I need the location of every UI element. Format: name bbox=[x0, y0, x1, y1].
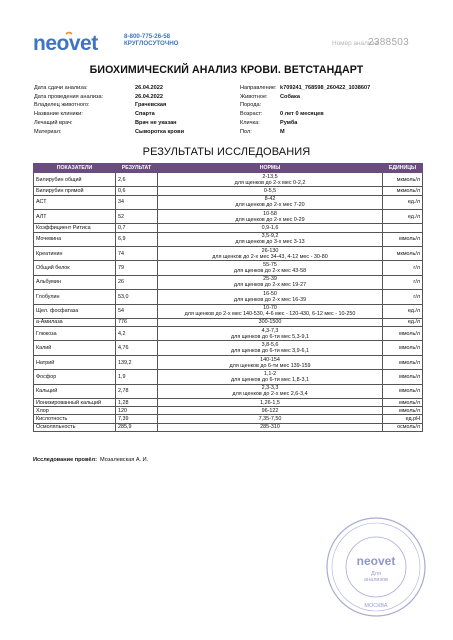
header-units: ЕДИНИЦЫ bbox=[383, 164, 423, 173]
result-value: 4,2 bbox=[116, 327, 158, 341]
norm-cell bbox=[158, 224, 383, 232]
norm-range: 96-122 bbox=[261, 407, 279, 414]
table-row bbox=[34, 275, 423, 289]
indicator-name: Глобулин bbox=[34, 290, 116, 304]
norm-cell bbox=[158, 187, 383, 195]
norm-range: 7,35-7,50 bbox=[258, 416, 282, 422]
norm-range: 16-50 bbox=[263, 290, 277, 297]
result-value: 74 bbox=[116, 246, 158, 260]
table-row bbox=[34, 304, 423, 318]
result-value: 54 bbox=[116, 304, 158, 318]
norm-cell bbox=[158, 304, 383, 318]
analysis-number-label: Номер анализа: bbox=[332, 40, 380, 47]
unit-value: г/л bbox=[383, 290, 423, 304]
unit-value: ед.pH bbox=[383, 415, 423, 423]
table-row bbox=[34, 341, 423, 355]
table-row bbox=[34, 370, 423, 384]
norm-range: 8-42 bbox=[264, 196, 276, 203]
norm-note: для щенков до 2-х мес 19-27 bbox=[233, 282, 307, 289]
table-row bbox=[34, 423, 423, 431]
result-value: 34 bbox=[116, 195, 158, 209]
indicator-name: Хлор bbox=[34, 407, 116, 415]
indicator-name: АСТ bbox=[34, 195, 116, 209]
indicator-name: Коэффициент Ритиса bbox=[34, 224, 116, 232]
norm-range: 0,9-1,6 bbox=[261, 224, 279, 231]
table-row bbox=[34, 290, 423, 304]
indicator-name: Ионизированный кальций bbox=[34, 399, 116, 407]
info-left-label: Материал: bbox=[34, 128, 62, 135]
norm-range: 3,5-9,2 bbox=[261, 233, 279, 240]
norm-cell bbox=[158, 407, 383, 415]
results-title: РЕЗУЛЬТАТЫ ИССЛЕДОВАНИЯ bbox=[142, 146, 311, 158]
table-row bbox=[34, 209, 423, 223]
indicator-name: Натрий bbox=[34, 355, 116, 369]
info-right-label: Возраст: bbox=[240, 111, 263, 118]
unit-value: мкмоль/л bbox=[383, 246, 423, 260]
table-row bbox=[34, 261, 423, 275]
indicator-name: Мочевина bbox=[34, 232, 116, 246]
norm-range: 1,26-1,5 bbox=[260, 399, 280, 406]
norm-range: 2,3-3,3 bbox=[261, 385, 279, 392]
norm-note: для щенков до 2-х мес 0-29 bbox=[235, 216, 305, 223]
table-row bbox=[34, 173, 423, 187]
norm-cell bbox=[158, 173, 383, 187]
logo-text: neovet bbox=[33, 32, 98, 55]
norm-cell bbox=[158, 195, 383, 209]
info-left-label: Дата проведения анализа: bbox=[34, 93, 104, 100]
info-right-value: М bbox=[280, 128, 285, 135]
unit-value: ммоль/л bbox=[383, 370, 423, 384]
indicator-name: Общий белок bbox=[34, 261, 116, 275]
info-left-value: 26.04.2022 bbox=[135, 93, 163, 100]
table-row bbox=[34, 195, 423, 209]
norm-note: для щенков до 3-х мес 3-13 bbox=[235, 239, 305, 246]
neovet-logo bbox=[33, 30, 121, 56]
norm-cell bbox=[158, 399, 383, 407]
header-indicators: ПОКАЗАТЕЛИ bbox=[34, 164, 116, 173]
result-value: 52 bbox=[116, 209, 158, 223]
indicator-name: АЛТ bbox=[34, 209, 116, 223]
table-row bbox=[34, 415, 423, 423]
norm-cell bbox=[158, 261, 383, 275]
indicator-name: Калий bbox=[34, 341, 116, 355]
norm-cell bbox=[158, 423, 383, 431]
performed-by bbox=[33, 457, 148, 463]
result-value: 26 bbox=[116, 275, 158, 289]
norm-cell bbox=[158, 275, 383, 289]
result-value: 2,6 bbox=[116, 173, 158, 187]
indicator-name: Альбумин bbox=[34, 275, 116, 289]
result-value: 1,28 bbox=[116, 399, 158, 407]
info-right-label: Кличка: bbox=[240, 119, 260, 126]
norm-cell bbox=[158, 318, 383, 326]
norm-range: 4,3-7,3 bbox=[261, 327, 279, 334]
table-row bbox=[34, 407, 423, 415]
phone-block bbox=[124, 33, 178, 47]
indicator-name: Осмоляльность bbox=[34, 423, 116, 431]
table-row bbox=[34, 355, 423, 369]
unit-value: ед./л bbox=[383, 195, 423, 209]
norm-range: 25-39 bbox=[263, 276, 277, 283]
stamp-line2: анализов bbox=[364, 577, 388, 583]
norm-range: 10-70 bbox=[263, 305, 277, 312]
norm-note: для щенков до 6-ти мес 1,8-3,1 bbox=[231, 376, 309, 383]
table-row bbox=[34, 232, 423, 246]
table-row bbox=[34, 318, 423, 326]
performed-by-label: Исследование провёл: bbox=[33, 457, 97, 463]
norm-cell bbox=[158, 341, 383, 355]
info-right-label: Порода: bbox=[240, 102, 262, 109]
info-right-label: Направление: bbox=[240, 85, 277, 91]
indicator-name: Креатинин bbox=[34, 246, 116, 260]
stamp-line1: Для bbox=[371, 571, 381, 577]
indicator-name: Кислотность bbox=[34, 415, 116, 423]
indicator-name: Билирубин прямой bbox=[34, 187, 116, 195]
norm-note: для щенков до 2-х мес 0-2,2 bbox=[234, 179, 306, 186]
info-left-label: Лечащий врач: bbox=[34, 119, 73, 126]
norm-range: 26-130 bbox=[261, 247, 279, 254]
stamp-brand: neovet bbox=[356, 554, 396, 568]
table-row bbox=[34, 384, 423, 398]
clinic-stamp bbox=[324, 515, 428, 619]
norm-note: для щенков до 6-ти мес 139-159 bbox=[229, 362, 311, 369]
norm-range: 140-154 bbox=[260, 356, 280, 363]
header-result: РЕЗУЛЬТАТ bbox=[116, 164, 158, 173]
table-row bbox=[34, 246, 423, 260]
info-right-label: Животное: bbox=[240, 93, 268, 100]
result-value: 53,0 bbox=[116, 290, 158, 304]
unit-value: ед./л bbox=[383, 318, 423, 326]
result-value: 0,7 bbox=[116, 224, 158, 232]
norm-note: для щенков до 2-х мес 140-530, 4-6 мес - 120-430, 6-12 мес - 10-250 bbox=[184, 311, 356, 318]
unit-value: ммоль/л bbox=[383, 407, 423, 415]
result-value: 120 bbox=[116, 407, 158, 415]
indicator-name: Щел. фосфатаза bbox=[34, 304, 116, 318]
info-left-value: Сыворотка крови bbox=[135, 128, 185, 135]
info-left-label: Название клиники: bbox=[34, 111, 83, 118]
info-right-value: Румба bbox=[280, 119, 298, 126]
info-left-value: Грачевская bbox=[135, 102, 167, 109]
norm-cell bbox=[158, 327, 383, 341]
unit-value: г/л bbox=[383, 261, 423, 275]
norm-cell bbox=[158, 384, 383, 398]
page-title: БИОХИМИЧЕСКИЙ АНАЛИЗ КРОВИ. ВЕТСТАНДАРТ bbox=[89, 64, 364, 76]
info-left-value: Врач не указан bbox=[135, 119, 177, 126]
norm-range: 55-75 bbox=[263, 262, 277, 269]
result-value: 285,9 bbox=[116, 423, 158, 431]
unit-value: ммоль/л bbox=[383, 399, 423, 407]
table-row bbox=[34, 327, 423, 341]
norm-note: для щенков до 6-ти мес 5,3-9,1 bbox=[231, 333, 309, 340]
norm-note: для щенков до 6-ти мес 3,9-6,1 bbox=[231, 348, 309, 355]
norm-cell bbox=[158, 355, 383, 369]
unit-value: ммоль/л bbox=[383, 341, 423, 355]
unit-value bbox=[383, 224, 423, 232]
indicator-name: Билирубин общий bbox=[34, 173, 116, 187]
indicator-name: Глюкоза bbox=[34, 327, 116, 341]
info-left-label: Владелец животного: bbox=[34, 102, 90, 109]
result-value: 4,76 bbox=[116, 341, 158, 355]
unit-value: г/л bbox=[383, 275, 423, 289]
norm-note: для щенков до 2-х мес 34-43, 4-12 мес - 30-80 bbox=[212, 253, 328, 260]
norm-range: 2-13,5 bbox=[262, 173, 278, 180]
indicator-name: а-Амилаза bbox=[34, 318, 116, 326]
phone-number: 8-800-775-26-58 bbox=[124, 33, 171, 40]
unit-value: ммоль/л bbox=[383, 384, 423, 398]
norm-range: 0-5,5 bbox=[263, 187, 277, 194]
norm-note: для щенков до 2-х мес 7-20 bbox=[235, 202, 305, 209]
norm-cell bbox=[158, 209, 383, 223]
norm-range: 1,1-2 bbox=[263, 370, 277, 377]
norm-cell bbox=[158, 232, 383, 246]
info-left-value: 26.04.2022 bbox=[135, 85, 163, 91]
unit-value: ед./л bbox=[383, 304, 423, 318]
unit-value: осмоль/л bbox=[383, 423, 423, 431]
result-value: 1,9 bbox=[116, 370, 158, 384]
result-value: 7,39 bbox=[116, 415, 158, 423]
norm-range: 3,8-5,6 bbox=[261, 342, 279, 349]
result-value: 6,9 bbox=[116, 232, 158, 246]
table-row bbox=[34, 224, 423, 232]
table-row bbox=[34, 187, 423, 195]
result-value: 776 bbox=[116, 318, 158, 326]
result-value: 0,6 bbox=[116, 187, 158, 195]
unit-value: мкмоль/л bbox=[383, 173, 423, 187]
stamp-city: МОСКВА bbox=[364, 603, 388, 609]
norm-note: для щенков до 2-х мес 2,6-3,4 bbox=[232, 391, 308, 398]
info-right-value: 0 лет 0 месяцев bbox=[280, 111, 324, 118]
phone-note: КРУГЛОСУТОЧНО bbox=[124, 40, 179, 47]
norm-cell bbox=[158, 370, 383, 384]
norm-range: 10-58 bbox=[263, 210, 277, 217]
norm-range: 285-310 bbox=[260, 424, 280, 431]
info-right-value: k709241_768598_260422_1038607 bbox=[280, 85, 371, 91]
table-row bbox=[34, 399, 423, 407]
norm-range: 300-1500 bbox=[258, 319, 282, 326]
norm-note: для щенков до 2-х мес 16-39 bbox=[233, 296, 307, 303]
norm-note: для щенков до 2-х мес 43-58 bbox=[233, 268, 307, 275]
norm-cell bbox=[158, 246, 383, 260]
analysis-number: 2388503 bbox=[368, 37, 410, 48]
info-left-value: Спарта bbox=[135, 111, 155, 118]
performed-by-name: Мозалевская А. И. bbox=[100, 457, 149, 463]
unit-value: ед./л bbox=[383, 209, 423, 223]
norm-cell bbox=[158, 290, 383, 304]
norm-cell bbox=[158, 415, 383, 423]
result-value: 79 bbox=[116, 261, 158, 275]
table-header-row bbox=[34, 164, 423, 173]
unit-value: ммоль/л bbox=[383, 327, 423, 341]
indicator-name: Кальций bbox=[34, 384, 116, 398]
unit-value: ммоль/л bbox=[383, 355, 423, 369]
info-right-value: Собака bbox=[280, 93, 300, 100]
info-left-label: Дата сдачи анализа: bbox=[34, 85, 88, 91]
unit-value: мкмоль/л bbox=[383, 187, 423, 195]
result-value: 139,2 bbox=[116, 355, 158, 369]
result-value: 2,78 bbox=[116, 384, 158, 398]
results-table bbox=[33, 163, 423, 432]
header-norms: НОРМЫ bbox=[158, 164, 383, 173]
indicator-name: Фосфор bbox=[34, 370, 116, 384]
unit-value: ммоль/л bbox=[383, 232, 423, 246]
info-right-label: Пол: bbox=[240, 128, 252, 135]
